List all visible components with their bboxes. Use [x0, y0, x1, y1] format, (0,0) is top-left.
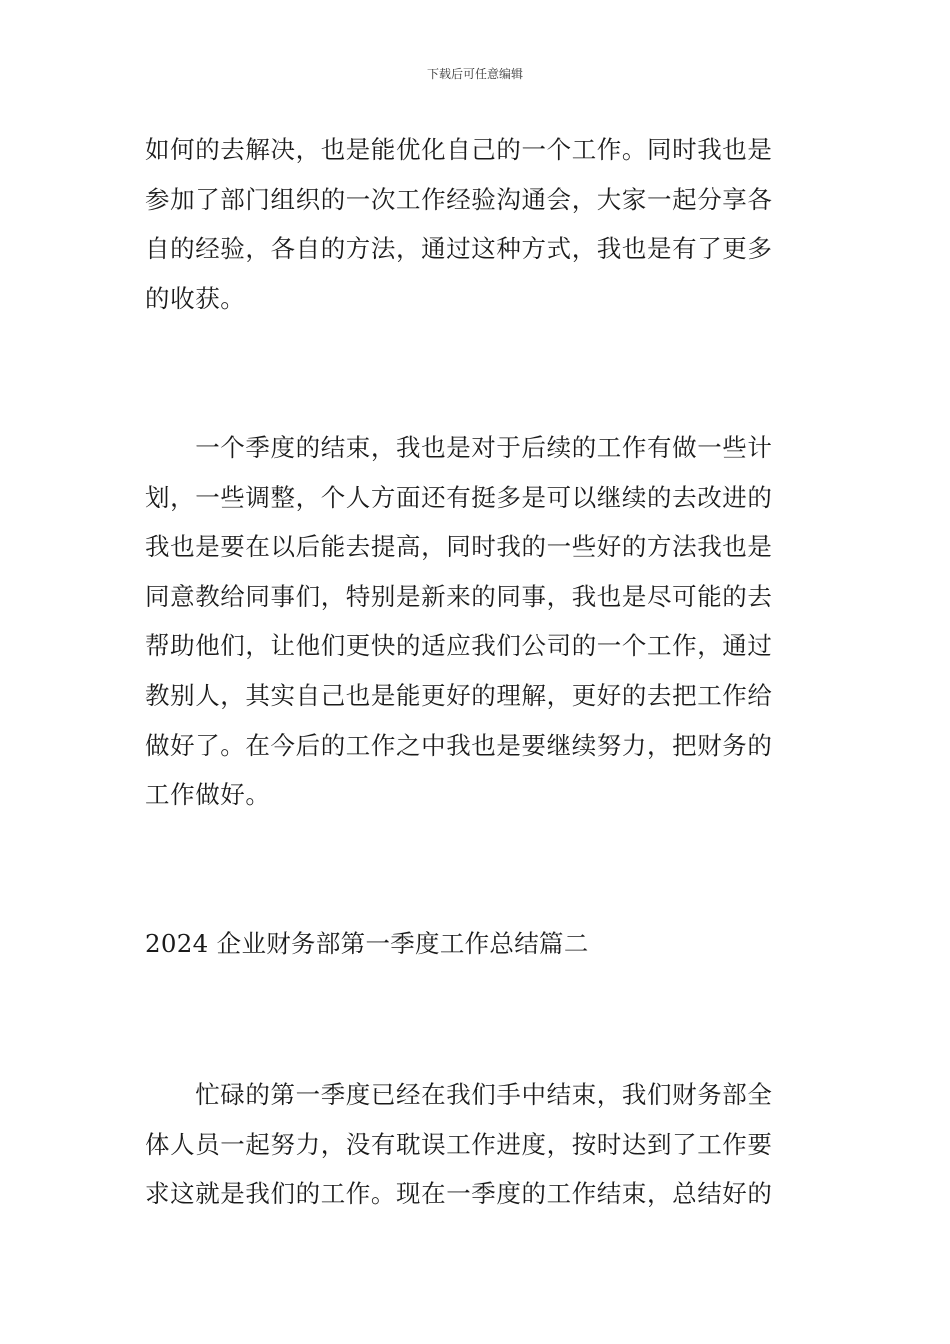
paragraph-line: 我也是要在以后能去提高，同时我的一些好的方法我也是 — [145, 532, 773, 562]
paragraph-line: 体人员一起努力，没有耽误工作进度，按时达到了工作要 — [145, 1129, 773, 1159]
paragraph-2 — [145, 423, 810, 820]
paragraph-line: 如何的去解决，也是能优化自己的一个工作。同时我也是 — [145, 135, 773, 164]
paragraph-line: 帮助他们，让他们更快的适应我们公司的一个工作，通过 — [145, 631, 773, 661]
paragraph-line: 工作做好。 — [145, 780, 271, 810]
paragraph-1 — [145, 125, 810, 323]
paragraph-line: 同意教给同事们，特别是新来的同事，我也是尽可能的去 — [145, 581, 773, 611]
paragraph-line: 做好了。在今后的工作之中我也是要继续努力，把财务的 — [145, 730, 773, 760]
paragraph-line: 划，一些调整，个人方面还有挺多是可以继续的去改进的 — [145, 482, 773, 512]
paragraph-line: 忙碌的第一季度已经在我们手中结束，我们财务部全 — [145, 1080, 773, 1109]
paragraph-line: 一个季度的结束，我也是对于后续的工作有做一些计 — [145, 433, 773, 462]
paragraph-line: 求这就是我们的工作。现在一季度的工作结束，总结好的 — [145, 1179, 773, 1209]
paragraph-line: 教别人，其实自己也是能更好的理解，更好的去把工作给 — [145, 680, 773, 710]
page-header: 下载后可任意编辑 — [426, 67, 523, 81]
paragraph-3 — [145, 1070, 810, 1219]
section-heading: 2024 企业财务部第一季度工作总结篇二 — [145, 929, 589, 958]
paragraph-line: 的收获。 — [145, 283, 246, 313]
paragraph-line: 参加了部门组织的一次工作经验沟通会，大家一起分享各 — [145, 184, 773, 214]
paragraph-line: 自的经验，各自的方法，通过这种方式，我也是有了更多 — [145, 234, 773, 264]
